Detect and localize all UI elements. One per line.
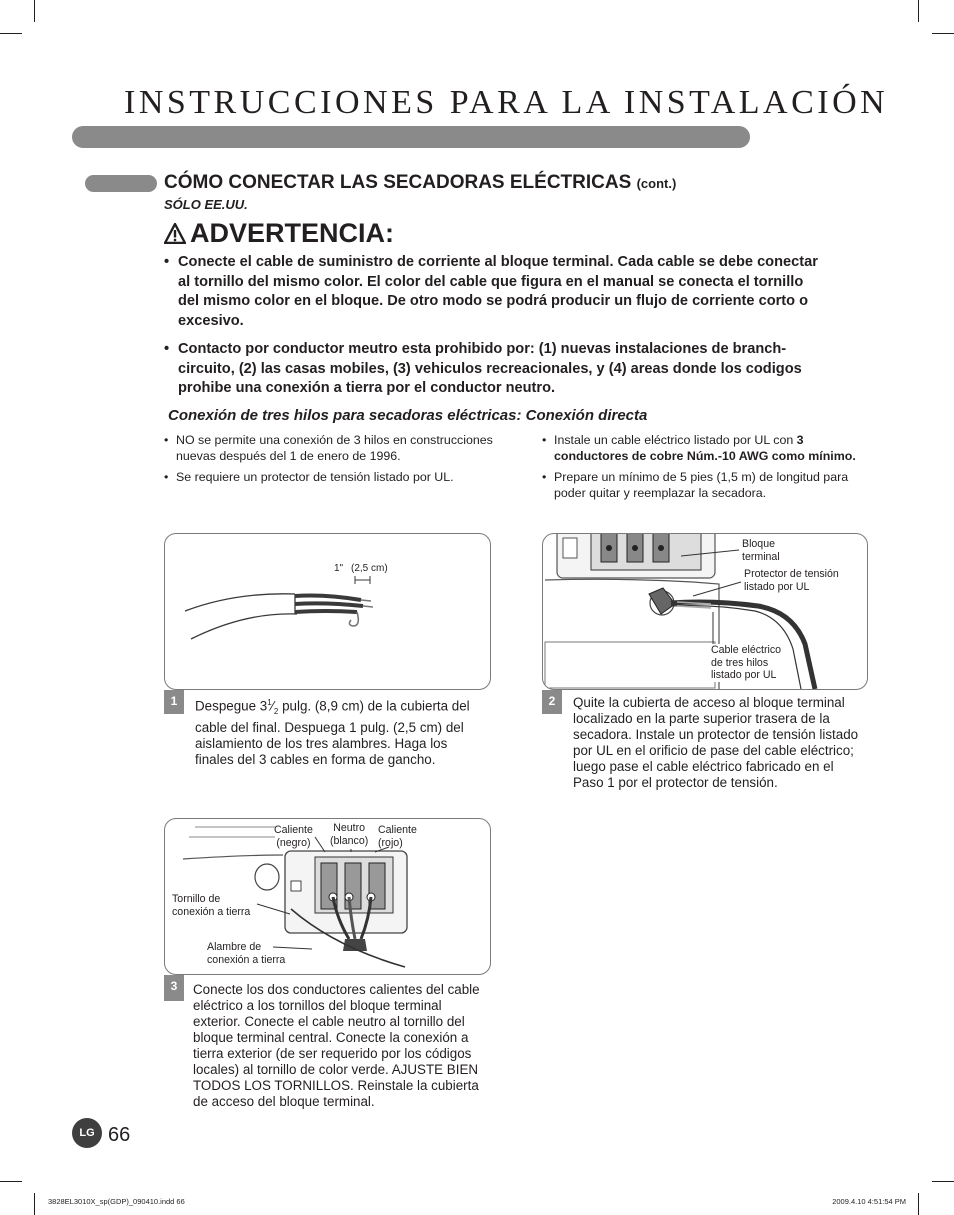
warning-item: • Conecte el cable de suministro de corriente al bloque terminal. Cada cable se debe conectar al tornillo del mismo color. El color del cable que figura en el manual se conecta el tornillo del mismo color en el bloque. De otro modo se podrá producir un flujo de corriente corto o excesivo. [164, 253, 824, 331]
warning-list [164, 253, 824, 408]
crop-mark [932, 33, 954, 34]
step3-text: Conecte los dos conductores calientes del cable eléctrico a los tornillos del bloque terminal exterior. Conecte el cable neutro al tornillo del bloque terminal central. Conecte la conexión a tierra exterior (de ser requerido por los códigos locales) al tornillo de color verde. AJUSTE BIEN TODOS LOS TORNILLOS. Reinstale la cubierta de acceso del bloque terminal. [193, 982, 480, 1109]
crop-mark [918, 0, 919, 22]
lg-logo [72, 1118, 102, 1148]
only-usa-note: SÓLO EE.UU. [164, 197, 248, 212]
label-hot-red: Caliente (rojo) [378, 824, 417, 849]
step3-illustration [164, 818, 491, 975]
label-cm: (2,5 cm) [351, 563, 388, 574]
warning-title-text: ADVERTENCIA: [190, 218, 395, 248]
right-requirements-list [542, 432, 872, 506]
title-bar [72, 126, 750, 148]
list-item: • NO se permite una conexión de 3 hilos en construcciones nuevas después del 1 de enero de 1996. [164, 433, 493, 463]
crop-mark [34, 1193, 35, 1215]
crop-mark [34, 0, 35, 22]
fraction-numerator: 1 [267, 698, 272, 707]
list-item-plain: Instale un cable eléctrico listado por UL con [554, 433, 797, 447]
warning-icon [164, 223, 186, 244]
label-strain-relief: Protector de tensión listado por UL [744, 568, 839, 593]
page-number: 66 [108, 1124, 131, 1146]
label-inch: 1" [334, 563, 344, 574]
step1-text-b: pulg. (8,9 cm) de la cubierta del cable del final. Despuega 1 pulg. (2,5 cm) del aislamiento de los tres alambres. Haga los finales del 3 cables en forma de gancho. [195, 698, 470, 768]
label-ground-wire: Alambre de conexión a tierra [207, 941, 286, 966]
step1-illustration [164, 533, 491, 690]
footer-file: 3828EL3010X_sp(GDP)_090410.indd 66 [48, 1197, 185, 1206]
section-pill [85, 175, 157, 192]
list-item: • Instale un cable eléctrico listado por UL con 3 conductores de cobre Núm.-10 AWG como mínimo. [542, 432, 872, 464]
step1-text-a: Despegue 3 [195, 698, 268, 714]
step1-text: Despegue $3^1⁄_2$ pulg. (8,9 cm) de la cubierta del cable del final. Despuega 1 pulg. (2,5 cm) del aislamiento de los tres alambres. Haga los finales del 3 cables en forma de gancho. [195, 698, 470, 768]
section-title [164, 172, 676, 194]
terminal-block-drawing [543, 534, 867, 689]
left-requirements-list [164, 432, 494, 490]
footer-date: 2009.4.10 4:51:54 PM [832, 1197, 906, 1206]
list-item: • Prepare un mínimo de 5 pies (1,5 m) de longitud para poder quitar y reemplazar la secadora. [542, 469, 872, 501]
label-terminal-block: Bloque terminal [742, 538, 780, 563]
warning-item-text: Conecte el cable de suministro de corriente al bloque terminal. Cada cable se debe conectar al tornillo del mismo color. El color del cable que figura en el manual se conecta el tornillo del mismo color en el bloque. De otro modo se podrá producir un flujo de corriente corto o excesivo. [178, 254, 818, 329]
label-cable: Cable eléctrico de tres hilos listado por UL [711, 644, 782, 681]
step2-number: 2 [542, 690, 562, 714]
label-ground-screw: Tornillo de conexión a tierra [172, 893, 251, 918]
section-cont: (cont.) [636, 176, 677, 191]
crop-mark [918, 1193, 919, 1215]
crop-mark [0, 33, 22, 34]
crop-mark [932, 1181, 954, 1182]
label-hot-black: Caliente (negro) [274, 824, 313, 849]
page-title: INSTRUCCIONES PARA LA INSTALACIÓN [124, 84, 889, 121]
warning-item-text: Contacto por conductor meutro esta prohibido por: (1) nuevas instalaciones de branch-circuito, (2) las casas mobiles, (3) vehiculos recreacionales, y (4) areas donde los codigos prohibe una conexión a tierra por el conductor neutro. [178, 341, 802, 396]
list-item-text: NO se permite una conexión de 3 hilos en construcciones nuevas después del 1 de enero de 1996. [176, 433, 493, 463]
step3-number: 3 [164, 975, 184, 1001]
list-item-text: Se requiere un protector de tensión listado por UL. [176, 470, 454, 484]
warning-item: • Contacto por conductor meutro esta prohibido por: (1) nuevas instalaciones de branch-circuito, (2) las casas mobiles, (3) vehiculos recreacionales, y (4) areas donde los codigos prohibe una conexión a tierra por el conductor neutro. [164, 340, 824, 399]
section-title-text: CÓMO CONECTAR LAS SECADORAS ELÉCTRICAS [164, 172, 632, 193]
crop-mark [0, 1181, 22, 1182]
lg-logo-text: LG [79, 1127, 95, 1139]
step1-number: 1 [164, 690, 184, 714]
list-item-bold: 3 conductores de cobre Núm.-10 AWG como mínimo. [554, 433, 856, 463]
list-item: • Se requiere un protector de tensión listado por UL. [164, 470, 454, 484]
cable-drawing [165, 534, 490, 689]
step2-text: Quite la cubierta de acceso al bloque terminal localizado en la parte superior trasera de la secadora. Instale un protector de tensión listado por UL en el orificio de pase del cable eléctrico; luego pase el cable eléctrico fabricado en el Paso 1 por el protector de tensión. [573, 695, 859, 790]
list-item-text [554, 432, 872, 464]
warning-title [164, 218, 394, 249]
fraction-denominator: 2 [273, 707, 279, 717]
step2-illustration [542, 533, 868, 690]
list-item-text: Prepare un mínimo de 5 pies (1,5 m) de longitud para poder quitar y reemplazar la secadora. [554, 470, 849, 500]
subsection-title: Conexión de tres hilos para secadoras eléctricas: Conexión directa [168, 407, 648, 424]
label-neutral: Neutro (blanco) [330, 822, 369, 847]
